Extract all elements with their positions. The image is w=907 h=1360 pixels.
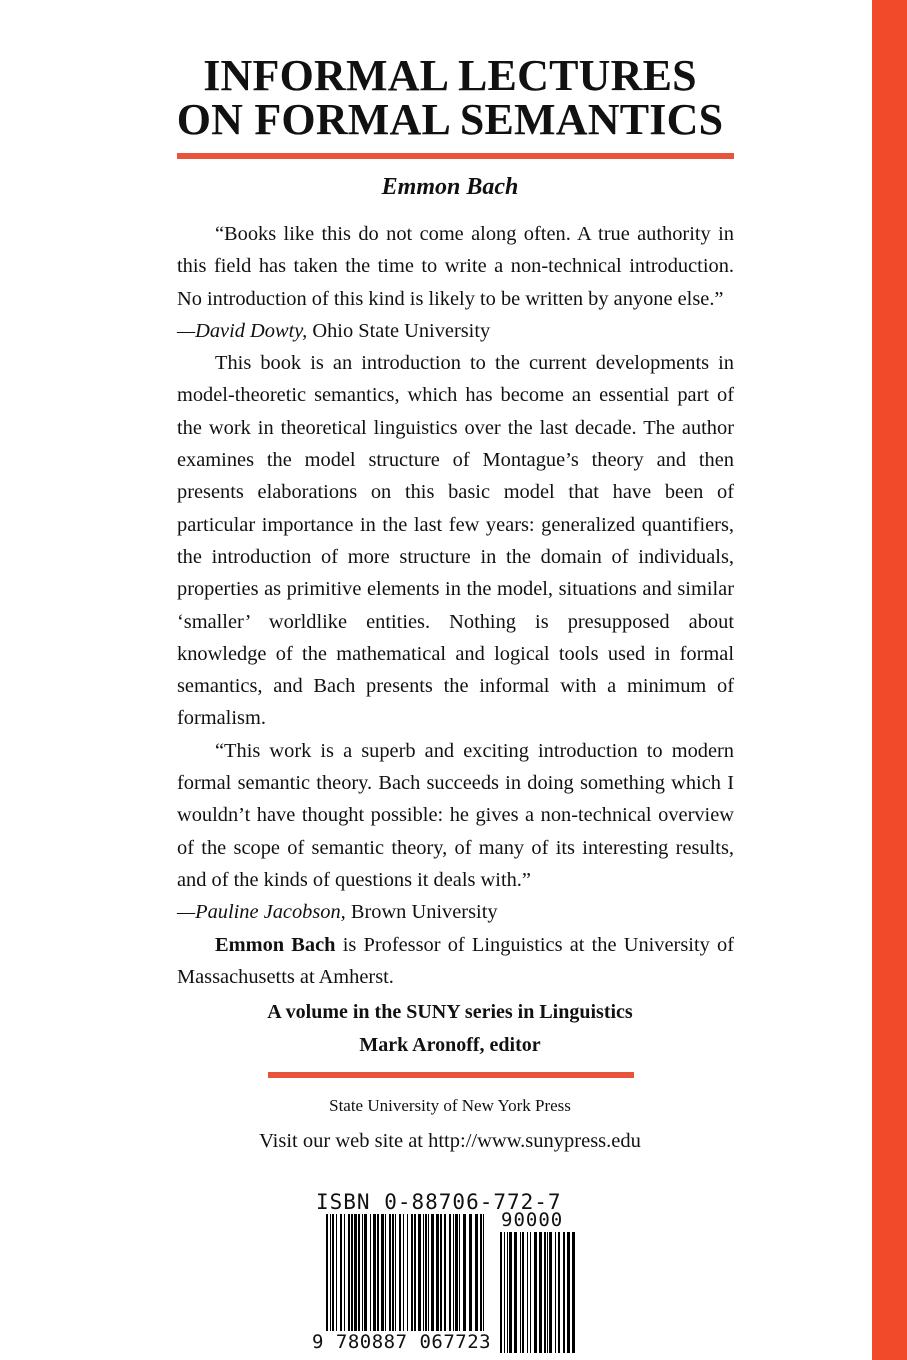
barcode-bar bbox=[549, 1232, 552, 1353]
bio-author-name: Emmon Bach bbox=[215, 933, 336, 956]
quote-dowty-attribution bbox=[177, 315, 734, 347]
barcode-bar bbox=[509, 1232, 512, 1353]
attribution-name: —David Dowty, bbox=[177, 319, 308, 342]
attribution-name: —Pauline Jacobson, bbox=[177, 901, 346, 924]
barcode-bar bbox=[567, 1232, 570, 1353]
barcode-bar bbox=[544, 1232, 546, 1353]
back-cover-text bbox=[177, 218, 734, 993]
series-line: A volume in the SUNY series in Linguistics bbox=[267, 1001, 633, 1023]
barcode-bar bbox=[534, 1232, 537, 1353]
quote-jacobson: “This work is a superb and exciting introduction to modern formal semantic theory. Bach succeeds in doing something which I wouldn’t have thought possible: he gives a non-technical overview of the scope of semantic theory, of many of its interesting results, and of the kinds of questions it deals with.” bbox=[177, 739, 734, 891]
barcode-bar bbox=[514, 1232, 517, 1353]
barcode-block bbox=[312, 1188, 584, 1358]
price-code: 90000 bbox=[501, 1209, 564, 1231]
barcode-bar bbox=[530, 1232, 531, 1353]
author-name: Emmon Bach bbox=[381, 174, 519, 200]
barcode-bar bbox=[500, 1232, 502, 1353]
attribution-affiliation: Brown University bbox=[345, 901, 498, 924]
barcode-bar bbox=[504, 1232, 505, 1353]
barcode-bar bbox=[527, 1232, 528, 1353]
ean-number: 9 780887 067723 bbox=[312, 1331, 492, 1353]
publisher-website: Visit our web site at http://www.sunypress.edu bbox=[259, 1130, 641, 1152]
barcode-bar bbox=[520, 1232, 521, 1353]
barcode-bar bbox=[522, 1232, 524, 1353]
isbn-number: ISBN 0-88706-772-7 bbox=[316, 1190, 562, 1214]
book-title-line1: INFORMAL LECTURES bbox=[203, 51, 697, 100]
author-bio bbox=[177, 929, 734, 994]
barcode-bar bbox=[558, 1232, 560, 1353]
publisher-name: State University of New York Press bbox=[329, 1096, 571, 1115]
title-divider bbox=[177, 153, 734, 159]
quote-jacobson-attribution bbox=[177, 896, 734, 928]
barcode-bar bbox=[563, 1232, 565, 1353]
attribution-affiliation: Ohio State University bbox=[307, 319, 491, 342]
barcode-bar bbox=[539, 1232, 542, 1353]
barcode-bar bbox=[507, 1232, 508, 1353]
series-divider bbox=[268, 1072, 634, 1078]
bio-text: is Professor of Linguistics at the University of Massachusetts at Amherst. bbox=[177, 933, 734, 988]
cover-spine-stripe bbox=[872, 0, 907, 1360]
quote-dowty: “Books like this do not come along often. A true authority in this field has taken the time to write a non-technical introduction. No introduction of this kind is likely to be written by anyone else.” bbox=[177, 223, 734, 310]
book-description: This book is an introduction to the current developments in model-theoretic semantics, which has become an essential part of the work in theoretical linguistics over the last decade. The author examines the model structure of Montague’s theory and then presents elaborations on this basic model that have been of particular importance in the last few years: generalized quantifiers, the introduction of more structure in the domain of individuals, properties as primitive elements in the model, situations and similar ‘smaller’ worldlike entities. Nothing is presupposed about knowledge of the mathematical and logical tools used in formal semantics, and Bach presents the informal with a minimum of formalism. bbox=[177, 352, 734, 730]
barcode-bar bbox=[572, 1232, 575, 1353]
book-title-line2: ON FORMAL SEMANTICS bbox=[176, 95, 724, 144]
barcode-bar bbox=[547, 1232, 548, 1353]
barcode-bar bbox=[555, 1232, 556, 1353]
series-editor: Mark Aronoff, editor bbox=[359, 1034, 541, 1056]
